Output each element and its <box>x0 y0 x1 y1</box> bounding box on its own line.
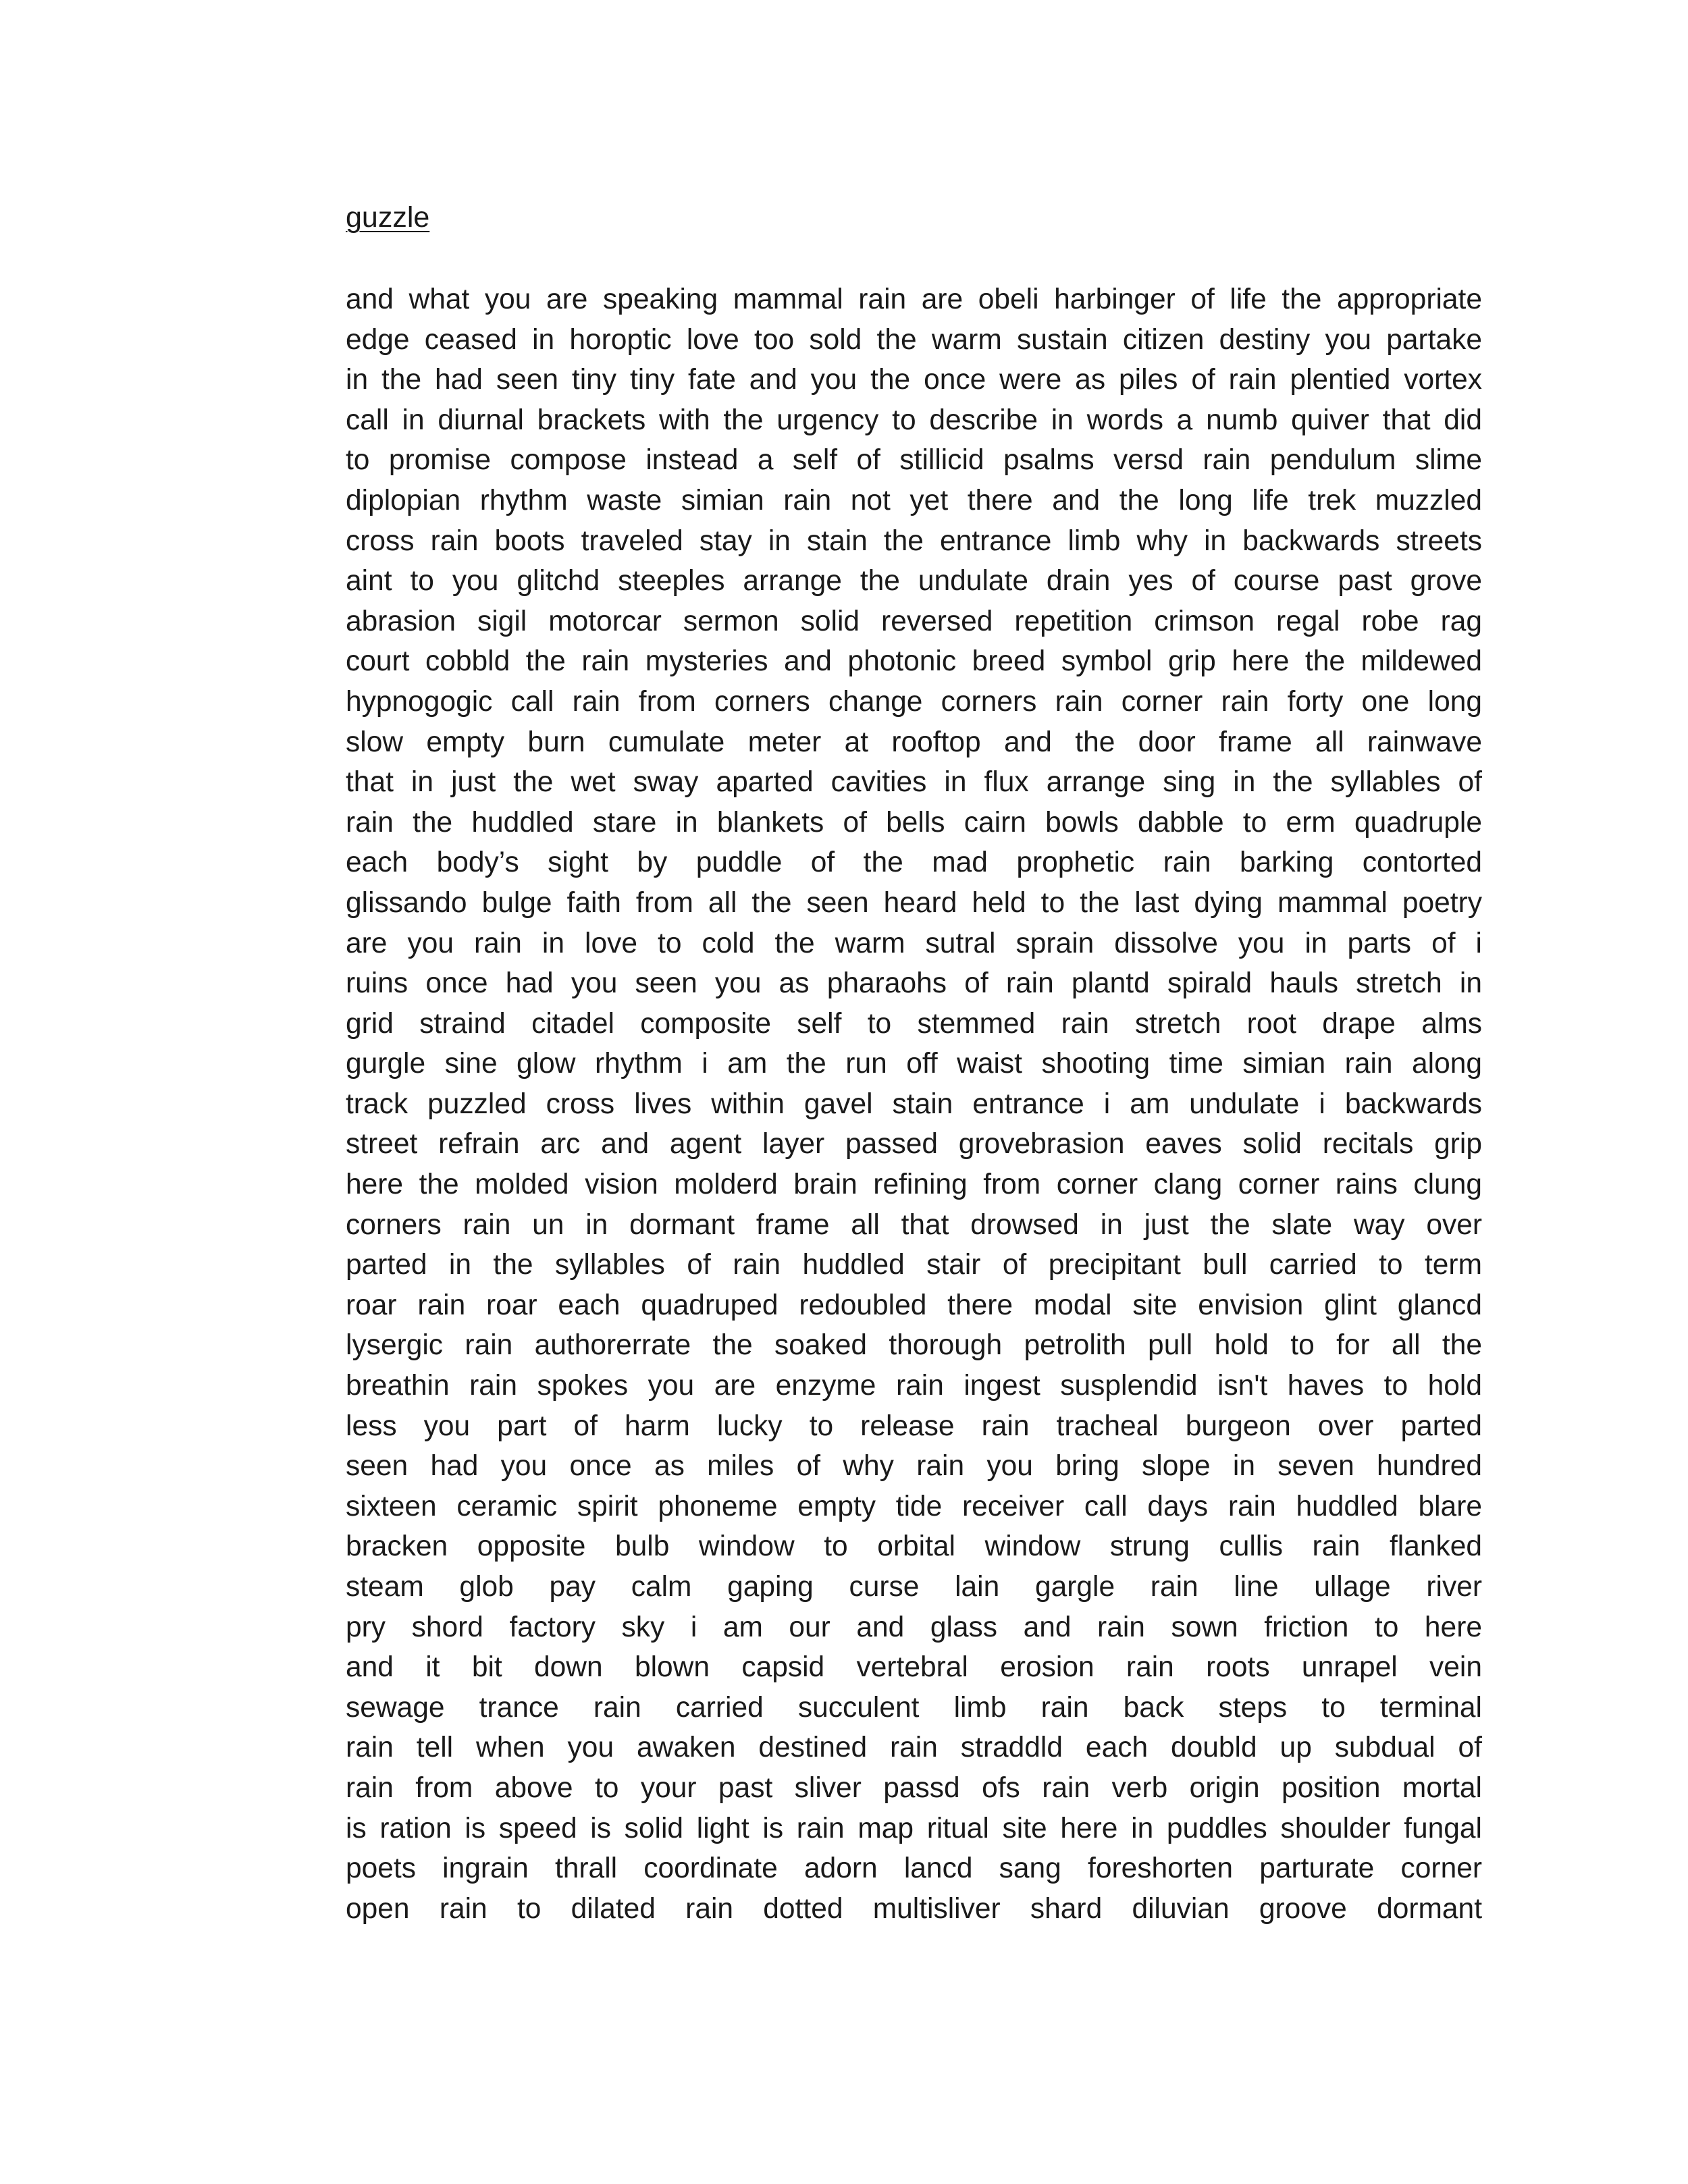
body-line: track puzzled cross lives within gavel stain entrance i am undulate i backwards <box>346 1088 1482 1120</box>
body-line: and what you are speaking mammal rain are obeli harbinger of life the appropriate <box>346 284 1482 315</box>
body-line: abrasion sigil motorcar sermon solid reversed repetition crimson regal robe rag <box>346 605 1482 637</box>
body-line: in the had seen tiny tiny fate and you the once were as piles of rain plentied vortex <box>346 364 1482 396</box>
body-line: to promise compose instead a self of stillicid psalms versd rain pendulum slime <box>346 444 1482 477</box>
body-line: parted in the syllables of rain huddled stair of precipitant bull carried to term <box>346 1249 1482 1281</box>
document-body <box>346 279 1482 1929</box>
body-line: hypnogogic call rain from corners change corners rain corner rain forty one long <box>346 685 1482 718</box>
body-line: roar rain roar each quadruped redoubled there modal site envision glint glancd <box>346 1289 1482 1321</box>
body-line: edge ceased in horoptic love too sold the warm sustain citizen destiny you partake <box>346 323 1482 356</box>
body-line: pry shord factory sky i am our and glass and rain sown friction to here <box>346 1611 1482 1643</box>
body-line: court cobbld the rain mysteries and photonic breed symbol grip here the mildewed <box>346 645 1482 678</box>
body-line: corners rain un in dormant frame all that drowsed in just the slate way over <box>346 1208 1482 1241</box>
body-line: ruins once had you seen you as pharaohs of rain plantd spirald hauls stretch in <box>346 967 1482 1000</box>
body-line: gurgle sine glow rhythm i am the run off waist shooting time simian rain along <box>346 1048 1482 1080</box>
body-line: sixteen ceramic spirit phoneme empty tide receiver call days rain huddled blare <box>346 1490 1482 1522</box>
body-line: slow empty burn cumulate meter at rooftop and the door frame all rainwave <box>346 726 1482 758</box>
body-line: diplopian rhythm waste simian rain not yet there and the long life trek muzzled <box>346 484 1482 516</box>
body-line: cross rain boots traveled stay in stain the entrance limb why in backwards streets <box>346 525 1482 557</box>
body-line: and it bit down blown capsid vertebral erosion rain roots unrapel vein <box>346 1651 1482 1684</box>
body-line: sewage trance rain carried succulent limb rain back steps to terminal <box>346 1691 1482 1724</box>
body-line: are you rain in love to cold the warm sutral sprain dissolve you in parts of i <box>346 927 1482 959</box>
body-line: grid straind citadel composite self to stemmed rain stretch root drape alms <box>346 1007 1482 1040</box>
body-line: rain tell when you awaken destined rain straddld each doubld up subdual of <box>346 1732 1482 1764</box>
body-line: less you part of harm lucky to release rain tracheal burgeon over parted <box>346 1410 1482 1442</box>
body-line: breathin rain spokes you are enzyme rain ingest susplendid isn't haves to hold <box>346 1370 1482 1402</box>
body-line: glissando bulge faith from all the seen heard held to the last dying mammal poetry <box>346 886 1482 919</box>
body-line: here the molded vision molderd brain refining from corner clang corner rains clung <box>346 1169 1482 1201</box>
body-line: aint to you glitchd steeples arrange the undulate drain yes of course past grove <box>346 565 1482 597</box>
body-line: street refrain arc and agent layer passed grovebrasion eaves solid recitals grip <box>346 1128 1482 1161</box>
body-line: call in diurnal brackets with the urgency to describe in words a numb quiver that did <box>346 404 1482 436</box>
body-line: bracken opposite bulb window to orbital window strung cullis rain flanked <box>346 1530 1482 1563</box>
body-line: rain the huddled stare in blankets of bells cairn bowls dabble to erm quadruple <box>346 806 1482 838</box>
body-line: open rain to dilated rain dotted multisliver shard diluvian groove dormant <box>346 1892 1482 1925</box>
body-line: is ration is speed is solid light is rain map ritual site here in puddles shoulder fungal <box>346 1812 1482 1844</box>
body-line: rain from above to your past sliver passd ofs rain verb origin position mortal <box>346 1772 1482 1804</box>
body-line: seen had you once as miles of why rain you bring slope in seven hundred <box>346 1450 1482 1483</box>
body-line: poets ingrain thrall coordinate adorn lancd sang foreshorten parturate corner <box>346 1853 1482 1885</box>
body-line: each body’s sight by puddle of the mad prophetic rain barking contorted <box>346 847 1482 879</box>
body-line: that in just the wet sway aparted cavities in flux arrange sing in the syllables of <box>346 766 1482 799</box>
body-line: lysergic rain authorerrate the soaked thorough petrolith pull hold to for all the <box>346 1329 1482 1362</box>
body-line: steam glob pay calm gaping curse lain gargle rain line ullage river <box>346 1571 1482 1603</box>
document-title: guzzle <box>346 201 430 234</box>
